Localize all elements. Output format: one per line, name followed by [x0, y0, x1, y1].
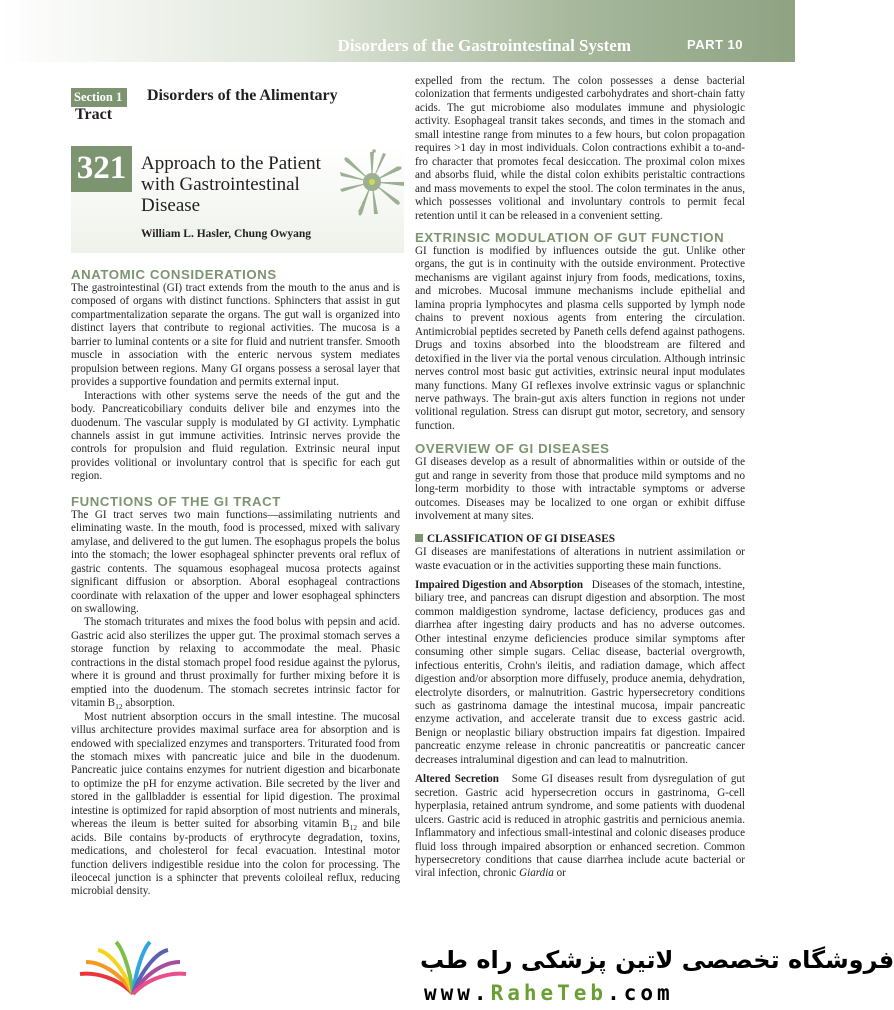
running-header-part: PART 10	[687, 37, 743, 52]
run-in-heading: Impaired Digestion and Absorption	[415, 578, 584, 591]
url-part: .com	[607, 981, 674, 1005]
subheading-text: CLASSIFICATION OF GI DISEASES	[427, 532, 616, 545]
chapter-title	[141, 153, 341, 216]
paragraph	[71, 711, 400, 899]
chapter-number-box	[71, 146, 132, 192]
paragraph: Interactions with other systems serve the needs of the gut and the body. Pancreaticobiliary conduits deliver bile and enzymes into the duodenum. The vascular supply is modulated by GI activity. Lymphatic channels assist in gut immune activities. Intrinsic nerves provide the controls for propulsion and fluid regulation. Extrinsic neural input provides volitional or involuntary control that is specific for each gut region.	[71, 389, 400, 483]
section-tag: Section 1	[71, 88, 127, 107]
run-in-heading: Altered Secretion	[415, 773, 499, 786]
chapter-title-line: with Gastrointestinal	[141, 174, 300, 195]
url-part: www.	[424, 981, 491, 1005]
text-run: absorption.	[122, 697, 175, 710]
paragraph	[415, 579, 745, 767]
paragraph	[71, 616, 400, 710]
paragraph: The GI tract serves two main functions—assimilating nutrients and eliminating waste. In the mouth, food is processed, mixed with salivary amylase, and delivered to the gut lumen. The esophagus propels the bolus into the stomach; the lower esophageal sphincter prevents oral reflux of gastric contents. The squamous esophageal mucosa protects against significant diffusion or absorption. Aboral esophageal contractions coordinate with relaxation of the upper and lower esophageal sphincters on swallowing.	[71, 508, 400, 615]
square-bullet-icon	[415, 534, 423, 542]
text-run: Some GI diseases result from dysregulation of gut secretion. Gastric acid hypersecretion occurs in gastrinoma, G-cell hyperplasia, retained antrum syndrome, and some patients with duodenal ulcers. Gastric acid is reduced in atrophic gastritis and pernicious anemia. Inflammatory and infectious small-intestinal and colonic diseases produce fluid loss through impaired absorption or enhanced secretion. Common hypersecretory conditions that cause diarrhea include acute bacterial or viral infection, chronic	[415, 773, 745, 880]
heading-functions: FUNCTIONS OF THE GI TRACT	[71, 493, 281, 509]
subheading-classification	[415, 533, 745, 546]
heading-overview: OVERVIEW OF GI DISEASES	[415, 441, 610, 457]
text-run: and bile acids. Bile contains by-products of erythrocyte degradation, toxins, medications, and cholesterol for fecal evacuation. Intestinal motor function delivers indigestible residue into the colon for processing. The ileocecal junction is a sphincter that prevents coloileal reflux, reducing microbial density.	[71, 818, 400, 898]
heading-anatomic: ANATOMIC CONSIDERATIONS	[71, 267, 277, 282]
header-rule	[0, 62, 795, 64]
paragraph: expelled from the rectum. The colon possesses a dense bacterial colonization that ferments undigested carbohydrates and short-chain fatty acids. The gut microbiome also modulates immune and physiologic activity. Esophageal transit takes seconds, and times in the stomach and small intestine range from minutes to a few hours, but colon propagation requires >1 day in most individuals. Colon contractions exhibit a to-and-fro character that promotes fecal desiccation. The proximal colon mixes and absorbs fluid, while the distal colon exhibits peristaltic contractions and mass movements to expel the stool. The colon terminates in the anus, which possesses volitional and involuntary controls to permit fecal retention until it can be released in a convenient setting.	[415, 75, 745, 222]
left-column	[71, 268, 400, 899]
chapter-title-line: Disease	[141, 195, 201, 216]
chapter-authors: William L. Hasler, Chung Owyang	[141, 228, 311, 240]
paragraph: The gastrointestinal (GI) tract extends from the mouth to the anus and is composed of organs with distinct functions. Sphincters that assist in gut compartmentalization separate the organs. The gut wall is organized into distinct layers that contribute to regional activities. The mucosa is a barrier to luminal contents or a site for fluid and nutrient transfer. Smooth muscle in association with the enteric nervous system mediates propulsion between regions. Many GI organs possess a serosal layer that provides a supportive foundation and permits external input.	[71, 282, 400, 389]
url-brand: RaheTeb	[490, 981, 608, 1005]
text-run: The stomach triturates and mixes the food bolus with pepsin and acid. Gastric acid also sterilizes the upper gut. The proximal stomach serves a storage function by relaxing to accommodate the meal. Phasic contractions in the distal stomach propel food residue against the pylorus, where it is ground and thrust proximally for further mixing before it is emptied into the duodenum. The stomach secretes intrinsic factor for vitamin B	[71, 616, 400, 710]
paragraph	[415, 773, 745, 881]
running-header-title: Disorders of the Gastrointestinal System	[337, 36, 631, 55]
section-title-continued: Tract	[75, 106, 113, 123]
right-column	[415, 75, 745, 881]
subscript: 12	[115, 702, 123, 712]
book-rainbow-logo	[78, 938, 188, 998]
paragraph: GI diseases are manifestations of alterations in nutrient assimilation or waste evacuation or in the activities supporting these main functions.	[415, 546, 745, 572]
italic-text: Giardia	[519, 867, 554, 880]
subscript: 12	[349, 823, 358, 833]
paragraph: GI diseases develop as a result of abnormalities within or outside of the gut and range in severity from those that produce mild symptoms and no long-term morbidity to those with intractable symptoms or adverse outcomes. Diseases may be localized to one organ or exhibit diffuse involvement at many sites.	[415, 456, 745, 523]
heading-extrinsic: EXTRINSIC MODULATION OF GUT FUNCTION	[415, 229, 725, 245]
section-heading	[71, 84, 404, 130]
section-title: Disorders of the Alimentary	[147, 87, 338, 104]
text-run: or	[553, 867, 566, 880]
footer-persian-text: فروشگاه تخصصی لاتین پزشکی راه طب	[420, 946, 894, 974]
paragraph: GI function is modified by influences outside the gut. Unlike other organs, the gut is in continuity with the outside environment. Protective mechanisms are vigilant against injury from foods, medications, toxins, and microbes. Mucosal immune mechanisms include epithelial and lamina propria lymphocytes and plasma cells supported by lymph node chains to prevent noxious agents from entering the circulation. Antimicrobial peptides secreted by Paneth cells defend against pathogens. Drugs and toxins absorbed into the bloodstream are filtered and detoxified in the liver via the portal venous circulation. Although intrinsic nerves control most basic gut activities, extrinsic neural input modulates many functions. Many GI reflexes involve extrinsic vagus or splanchnic nerve pathways. The brain-gut axis alters function in regions not under volitional regulation. Stress can disrupt gut motor, secretory, and sensory function.	[415, 244, 745, 432]
chapter-title-line: Approach to the Patient	[141, 153, 321, 174]
ink-splat-graphic	[338, 148, 406, 218]
chapter-number: 321	[76, 150, 127, 186]
text-run: Diseases of the stomach, intestine, biliary tree, and pancreas can disrupt digestion and absorption. The most common maldigestion syndrome, lactase deficiency, produces gas and diarrhea after ingesting dairy products and has no adverse outcomes. Other intestinal enzyme deficiencies produce similar symptoms after consuming other simple sugars. Celiac disease, bacterial overgrowth, infectious enteritis, Crohn's ileitis, and radiation damage, which affect digestion and/or absorption more diffusely, produce anemia, dehydration, electrolyte disorders, or malnutrition. Gastric hypersecretory conditions such as gastrinoma damage the intestinal mucosa, impair pancreatic enzyme activation, and accelerate transit due to excess gastric acid. Benign or neoplastic biliary obstruction impairs fat digestion. Impaired pancreatic enzyme release in chronic pancreatitis or pancreatic cancer decreases intraluminal digestion and can lead to malnutrition.	[415, 578, 746, 766]
text-run: Most nutrient absorption occurs in the small intestine. The mucosal villus architecture provides maximal surface area for absorption and is endowed with specialized enzymes and transporters. Triturated food from the stomach mixes with pancreatic juice and bile in the duodenum. Pancreatic juice contains enzymes for nutrient digestion and bicarbonate to optimize the pH for enzyme activation. Bile secreted by the liver and stored in the gallbladder is essential for lipid digestion. The proximal intestine is optimized for rapid absorption of most nutrients and minerals, whereas the ileum is better suited for absorbing vitamin B	[71, 710, 400, 831]
footer-url	[424, 981, 674, 1005]
